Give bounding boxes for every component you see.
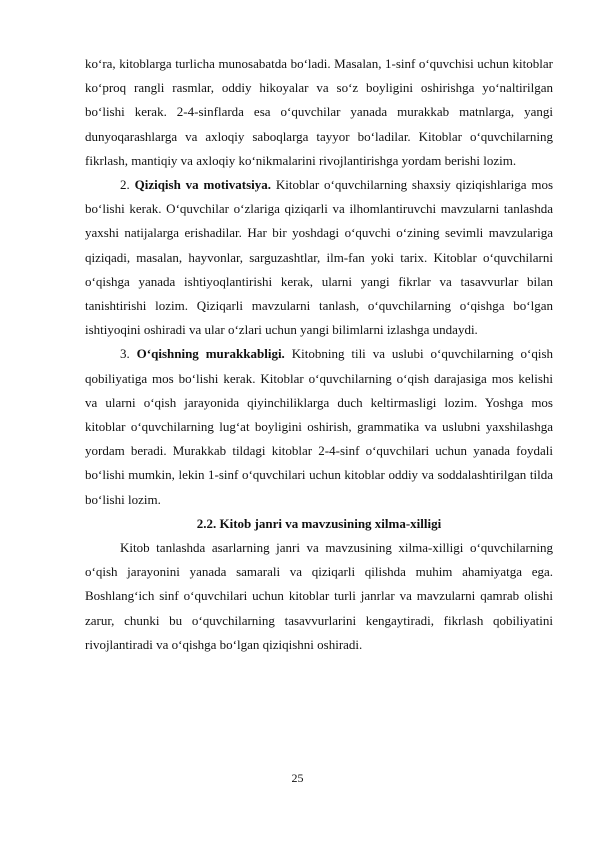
section-heading: 2.2. Kitob janri va mavzusining xilma-xilligi: [196, 515, 442, 531]
paragraph-last-text: Kitob tanlashda asarlarning janri va mavzusining xilma-xilligi o‘quvchilarning o‘qish jarayonini yanada samarali va qiziqarli qilishda muhim ahamiyatga ega. Boshlang‘ich sinf o‘quvchilari uchun kitoblar turli janrlar va mavzularni qamrab olishi zarur, chunki bu o‘quvchilarning tasavvurlarini kengaytiradi, fikrlash qobiliyatini rivojlantiradi va o‘qishga bo‘lgan qiziqishni oshiradi.: [85, 540, 553, 652]
list-item-2-title: Qiziqish va motivatsiya.: [134, 177, 272, 193]
list-item-interest-motivation: [85, 173, 553, 342]
list-item-reading-complexity: [85, 342, 553, 511]
list-item-2-text: Kitoblar o‘quvchilarning shaxsiy qiziqishlariga mos bo‘lishi kerak. O‘quvchilar o‘zlariga qiziqarli va ilhomlantiruvchi mavzularni tanlashda yaxshi natijalarga erishadilar. Har bir yoshdagi o‘quvchi o‘zining sevimli mavzulariga qiziqadi, masalan, hayvonlar, sarguzashtlar, ilm-fan yoki tarix. Kitoblar o‘quvchilarni o‘qishga yanada ishtiyoqlantirishi kerak, ularni yangi fikrlar va tasavvurlar bilan tanishtirishi lozim. Qiziqarli mavzularni tanlash, o‘quvchilarning o‘qishga bo‘lgan ishtiyoqini oshiradi va ular o‘zlari uchun yangi bilimlarni izlashga undaydi.: [85, 177, 554, 338]
page-body: [85, 52, 553, 657]
paragraph-1-text: ko‘ra, kitoblarga turlicha munosabatda bo‘ladi. Masalan, 1-sinf o‘quvchisi uchun kitoblar ko‘proq rangli rasmlar, oddiy hikoyalar va so‘z boyligini oshirishga yo‘naltirilgan bo‘lishi kerak. 2-4-sinflarda esa o‘quvchilar yanada murakkab matnlarga, yangi dunyoqarashlarga va axloqiy saboqlarga tayyor bo‘ladilar. Kitoblar o‘quvchilarning fikrlash, mantiqiy va axloqiy ko‘nikmalarini rivojlantirishga yordam berishi lozim.: [85, 56, 553, 168]
list-item-3-number: 3.: [120, 346, 130, 362]
list-item-2-number: 2.: [120, 177, 130, 193]
paragraph-genre-diversity: [85, 536, 553, 657]
page-number: 25: [291, 771, 304, 785]
list-item-3-text: Kitobning tili va uslubi o‘quvchilarning o‘qish qobiliyatiga mos bo‘lishi kerak. Kitoblar o‘quvchilarning o‘qish darajasiga mos kelishi va ularni o‘qish jarayonida qiyinchiliklarga duch keltirmasligi lozim. Yoshga mos kitoblar o‘quvchilarning lug‘at boyligini oshirish, grammatika va uslubni yaxshilashga yordam beradi. Murakkab tildagi kitoblar 2-4-sinf o‘quvchilari uchun yanada foydali bo‘lishi mumkin, lekin 1-sinf o‘quvchilari uchun kitoblar oddiy va soddalashtirilgan tilda bo‘lishi lozim.: [85, 346, 553, 507]
list-item-3-title: O‘qishning murakkabligi.: [136, 346, 285, 362]
paragraph-continuation: [85, 52, 553, 173]
